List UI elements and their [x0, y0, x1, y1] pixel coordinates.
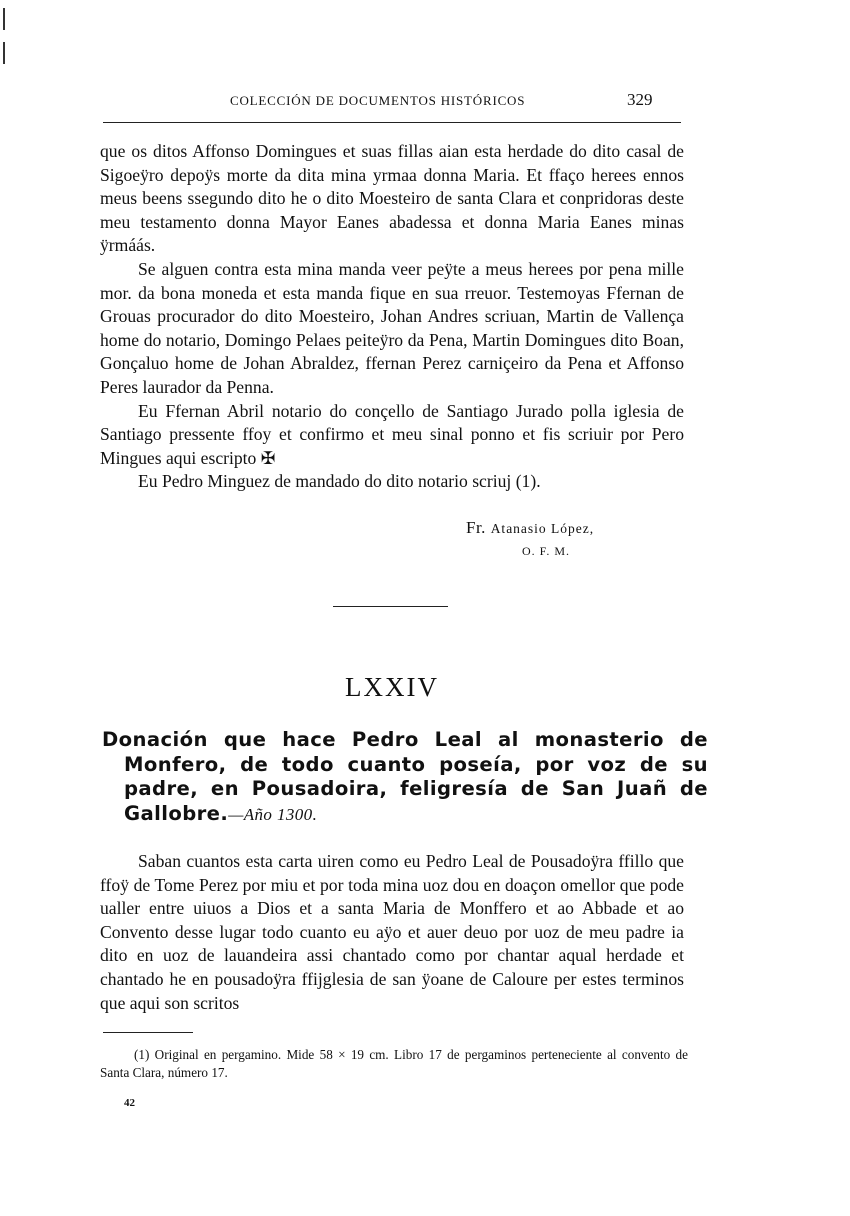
document-heading [102, 728, 708, 827]
footnote [100, 1046, 688, 1082]
page-number: 329 [627, 90, 653, 109]
body-paragraph: Eu Pedro Minguez de mandado do dito notario scriuj (1). [138, 471, 541, 492]
printer-signature-mark: 42 [124, 1097, 135, 1109]
section-separator [333, 606, 448, 607]
author-signature [466, 518, 594, 538]
continued-text [100, 140, 684, 494]
body-paragraph: Se alguen contra esta mina manda veer peÿte a meus herees por pena mille mor. da bona moneda et esta manda fique en sua rreuor. Testemoyas Ffernan de Grouas procurador do dito Moesteiro, Johan Andres scriuan, Martin de Vallença home do notario, Domingo Pelaes peiteÿro da Pena, Martin Domingues dito Boan, Gonçaluo home de Johan Abraldez, ffernan Perez carniçeiro da Pena et Affonso Peres laurador da Penna. [100, 258, 684, 397]
section-number: LXXIV [345, 672, 439, 702]
scan-edge-mark [3, 42, 5, 64]
body-paragraph: que os ditos Affonso Domingues et suas fillas aian esta herdade do dito casal de Sigoeÿro depoÿs morte da dita mina yrmaa donna Maria. Et ffaço herees ennos meus beens ssegundo dito he o dito Moesteiro de santa Clara et conpridoras deste meu testamento donna Mayor Eanes abadessa et donna Maria Eanes minas ÿrmáás. [100, 141, 684, 256]
running-header-title: COLECCIÓN DE DOCUMENTOS HISTÓRICOS [230, 93, 526, 108]
header-rule [103, 122, 681, 123]
document-date: —Año 1300. [228, 804, 318, 824]
scan-edge-mark [3, 8, 5, 30]
signature-order: O. F. M. [522, 544, 571, 558]
signature-name: Atanasio López, [490, 521, 595, 536]
footnote-text: (1) Original en pergamino. Mide 58 × 19 cm. Libro 17 de pergaminos perteneciente al convento de Santa Clara, número 17. [100, 1047, 688, 1080]
main-text [100, 850, 684, 1015]
body-paragraph: Eu Ffernan Abril notario do conçello de Santiago Jurado polla iglesia de Santiago pressente ffoy et confirmo et meu sinal ponno et fis scriuir por Pero Mingues aqui escripto ✠ [100, 400, 684, 468]
signature-prefix: Fr. [466, 518, 486, 537]
footnote-rule [103, 1032, 193, 1033]
document-heading-text: Donación que hace Pedro Leal al monasterio de Monfero, de todo cuanto poseía, por voz de su padre, en Pousadoira, feligresía de San Juañ de Gallobre. [102, 728, 708, 825]
body-paragraph: Saban cuantos esta carta uiren como eu Pedro Leal de Pousadoÿra ffillo que ffoÿ de Tome Perez por miu et por toda mina uoz dou en doaçon omellor que pode ualler entre uiuos a Dios et a santa Maria de Monffero et ao Abbade et ao Convento desse lugar todo cuanto eu aÿo et auer deuo por uoz de meu padre ia dito en uoz de lauandeira assi chantado como por chantar aqual herdade et chantado he en pousadoÿra ffijglesia de san ÿoane de Caloure per estes terminos que aqui son scritos [100, 851, 684, 1013]
